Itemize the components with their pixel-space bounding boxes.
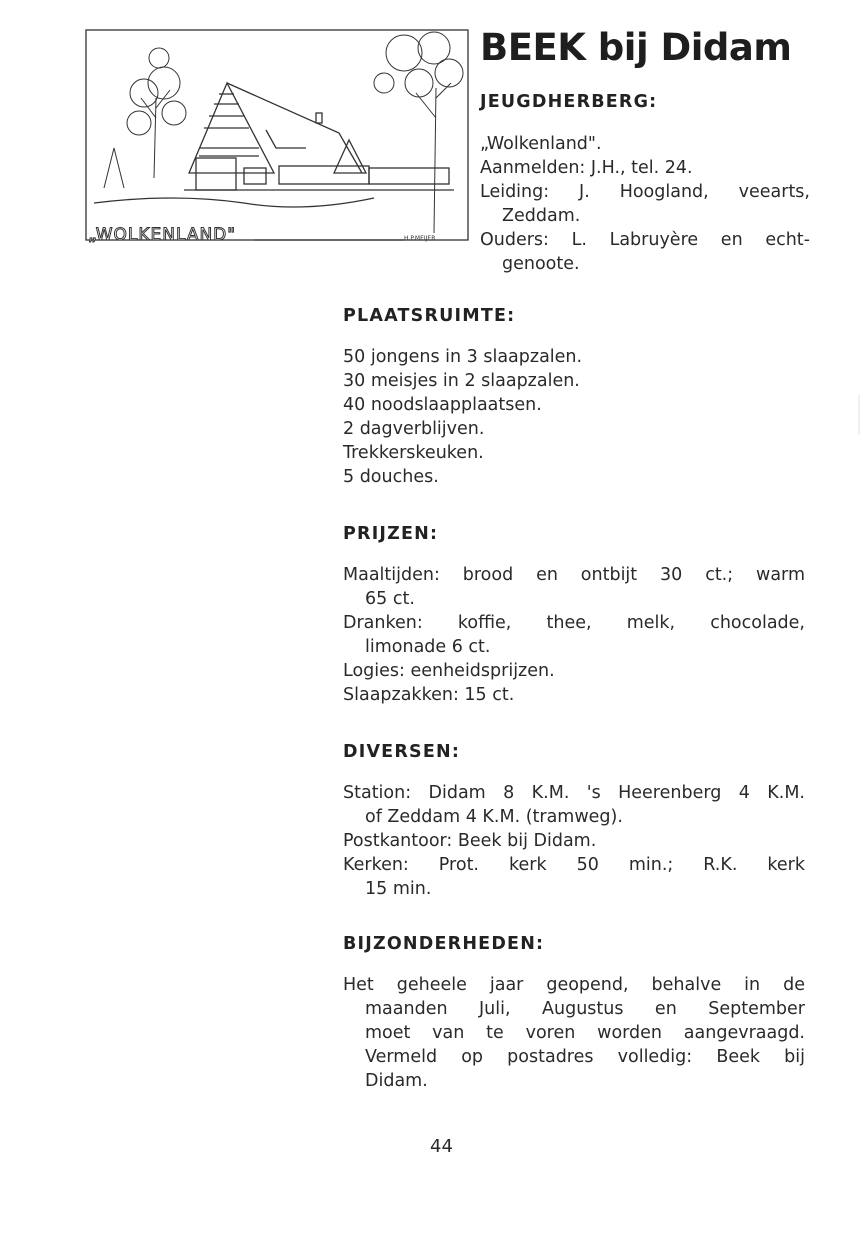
illustration-signature: H.P.MEIJER [404,235,436,242]
text-line: Ouders: L. Labruyère en echt- [480,230,810,250]
section-body [480,132,810,276]
text-line: Dranken: koffie, thee, melk, chocolade, [343,613,805,633]
illustration-frame [86,30,468,240]
text-line: maanden Juli, Augustus en September [365,999,805,1019]
text-line: of Zeddam 4 K.M. (tramweg). [365,807,623,827]
text-line: Slaapzakken: 15 ct. [343,685,515,705]
page-number: 44 [430,1136,453,1157]
text-line: 65 ct. [365,589,415,609]
section-diversen [343,742,805,901]
text-line: 30 meisjes in 2 slaapzalen. [343,371,580,391]
section-heading: BIJZONDERHEDEN: [343,934,545,954]
text-line: Het geheele jaar geopend, behalve in de [343,975,805,995]
text-line: 40 noodslaapplaatsen. [343,395,542,415]
text-line: Didam. [365,1071,428,1091]
section-heading: DIVERSEN: [343,742,461,762]
text-line: „Wolkenland". [480,134,602,154]
section-body [343,973,805,1093]
illustration-caption: „WOLKENLAND" [88,225,237,245]
hostel-illustration [84,28,472,248]
ground-line [94,198,374,207]
text-line: 5 douches. [343,467,439,487]
text-line: Kerken: Prot. kerk 50 min.; R.K. kerk [343,855,805,875]
section-heading: PRIJZEN: [343,524,439,544]
text-line: Aanmelden: J.H., tel. 24. [480,158,693,178]
page-title: BEEK bij Didam [480,26,792,69]
section-jeugdherberg [480,92,810,276]
section-body [343,563,805,707]
section-bijzonderheden [343,934,805,1093]
text-line: Maaltijden: brood en ontbijt 30 ct.; warm [343,565,805,585]
section-prijzen [343,524,805,707]
text-line: Station: Didam 8 K.M. 's Heerenberg 4 K.M. [343,783,805,803]
section-heading: JEUGDHERBERG: [480,92,658,112]
text-line: Zeddam. [502,206,581,226]
section-body [343,781,805,901]
text-line: 50 jongens in 3 slaapzalen. [343,347,583,367]
text-line: Leiding: J. Hoogland, veearts, [480,182,810,202]
text-line: moet van te voren worden aangevraagd. [365,1023,805,1043]
text-line: Postkantoor: Beek bij Didam. [343,831,597,851]
text-line: Trekkerskeuken. [343,443,484,463]
text-line: 15 min. [365,879,432,899]
section-body [343,345,805,489]
text-line: Logies: eenheidsprijzen. [343,661,555,681]
text-line: 2 dagverblijven. [343,419,485,439]
tree-drawing [104,32,463,233]
house-drawing [184,83,454,190]
section-plaatsruimte [343,306,805,489]
section-heading: PLAATSRUIMTE: [343,306,516,326]
text-line: Vermeld op postadres volledig: Beek bij [365,1047,805,1067]
text-line: genoote. [502,254,580,274]
text-line: limonade 6 ct. [365,637,491,657]
